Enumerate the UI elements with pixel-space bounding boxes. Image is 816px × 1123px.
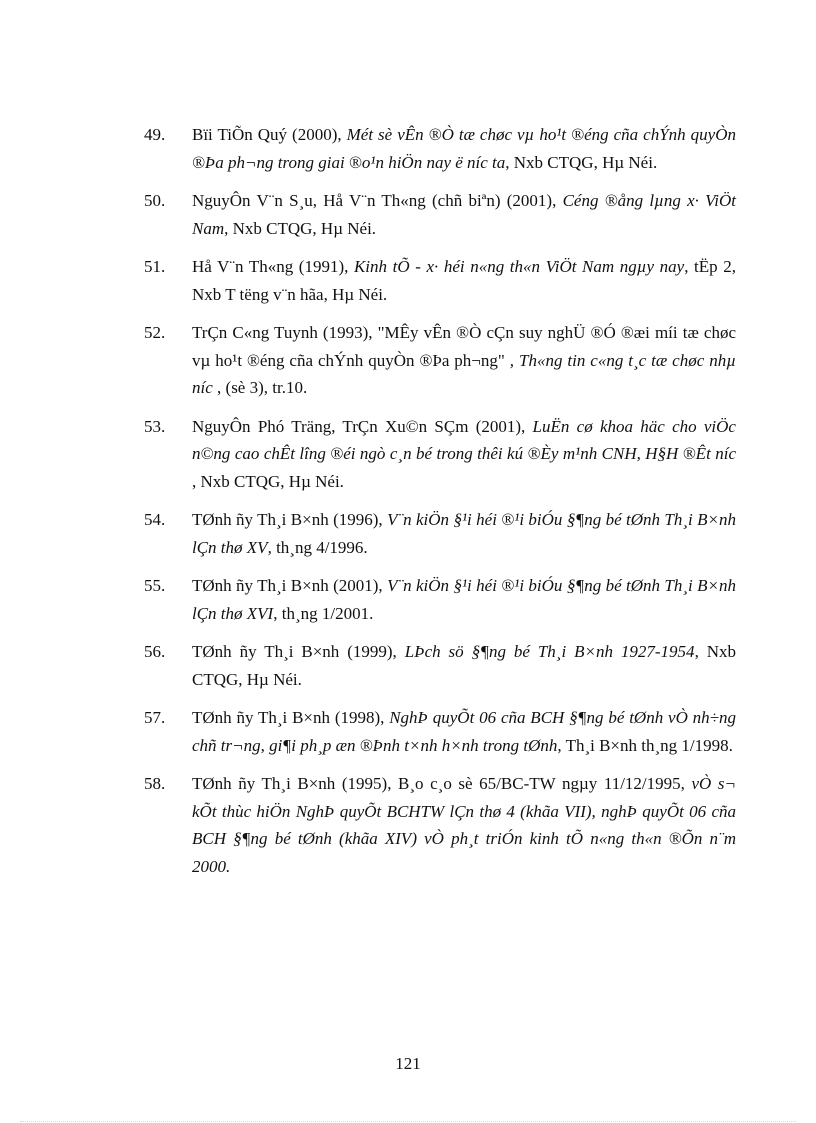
reference-detail: TØnh ñy Th¸i B×nh (1996), (192, 510, 388, 529)
reference-detail: NguyÔn V¨n S¸u, Hå V¨n Th«ng (chñ biªn) (2001), (192, 191, 563, 210)
reference-item (144, 638, 736, 693)
reference-item (144, 770, 736, 880)
reference-title: , Th«ng tin c«ng t¸c tæ chøc nhµ níc (192, 350, 736, 397)
reference-text (192, 253, 736, 308)
reference-detail: , Nxb CTQG, Hµ Néi. (224, 218, 377, 238)
reference-item (144, 121, 736, 176)
reference-list (144, 121, 736, 891)
reference-number: 57. (144, 708, 166, 727)
reference-item (144, 572, 736, 627)
reference-text (192, 187, 736, 242)
reference-detail: TØnh ñy Th¸i B×nh (1995), B¸o c¸o sè 65/BC-TW ngµy 11/12/1995, (192, 774, 692, 793)
reference-number: 54. (144, 510, 166, 529)
reference-detail: TØnh ñy Th¸i B×nh (1998), (192, 708, 390, 727)
reference-number: 53. (144, 416, 166, 436)
reference-detail: , th¸ng 1/2001. (273, 603, 374, 623)
reference-text (192, 572, 736, 627)
reference-text (192, 506, 736, 561)
reference-detail: , (sè 3), tr.10. (212, 378, 308, 397)
reference-title: vÒ s¬ kÕt thùc hiÖn NghÞ quyÕt BCHTW lÇn thø 4 (khãa VII), nghÞ quyÕt 06 cña BCH §¶ng bé tØnh (khãa XIV) vÒ ph¸t triÓn kinh tÕ n«ng th«n ®Õn n¨m 2000. (192, 774, 736, 876)
reference-detail: Hå V¨n Th«ng (1991), (192, 257, 354, 276)
reference-number: 56. (144, 642, 166, 661)
reference-text (192, 121, 736, 176)
reference-item (144, 506, 736, 561)
page-number: 121 (395, 1054, 421, 1073)
reference-title: V¨n kiÖn §¹i héi ®¹i biÓu §¶ng bé tØnh Th¸i B×nh lÇn thø XVI (192, 576, 737, 623)
reference-item (144, 319, 736, 402)
reference-detail: , Nxb CTQG, Hµ Néi. (505, 152, 658, 172)
reference-detail: Bïi TiÕn Quý (2000), (192, 125, 347, 144)
reference-detail: TØnh ñy Th¸i B×nh (1999), (192, 642, 405, 661)
reference-item (144, 704, 736, 759)
reference-text (192, 770, 736, 880)
reference-number: 58. (144, 774, 166, 793)
reference-text (192, 704, 736, 759)
reference-item (144, 413, 736, 496)
reference-number: 50. (144, 191, 166, 210)
reference-detail: NguyÔn Phó Träng, TrÇn Xu©n SÇm (2001), (192, 416, 533, 436)
reference-detail: , Th¸i B×nh th¸ng 1/1998. (557, 735, 733, 755)
page-bottom-divider (20, 1121, 796, 1122)
reference-text (192, 638, 736, 693)
reference-title: Mét sè vÊn ®Ò tæ chøc vµ ho¹t ®éng cña chÝnh quyÒn ®Þa ph¬ng trong giai ®o¹n hiÖn nay ë níc ta (192, 125, 736, 172)
reference-number: 49. (144, 125, 166, 144)
reference-detail: , tËp 2, Nxb T tëng v¨n hãa, Hµ Néi. (192, 257, 737, 304)
reference-item (144, 187, 736, 242)
reference-title: LÞch sö §¶ng bé Th¸i B×nh 1927-1954 (404, 642, 695, 661)
reference-text (192, 319, 736, 402)
reference-detail: , Nxb CTQG, Hµ Néi. (192, 471, 344, 491)
reference-text (192, 413, 736, 496)
reference-title: LuËn cø khoa häc cho viÖc n©ng cao chÊt lîng ®éi ngò c¸n bé trong thêi kú ®Èy m¹nh CNH, H§H ®Êt níc (192, 416, 736, 463)
reference-title: V¨n kiÖn §¹i héi ®¹i biÓu §¶ng bé tØnh Th¸i B×nh lÇn thø XV (192, 510, 737, 557)
reference-number: 51. (144, 257, 166, 276)
reference-number: 52. (144, 323, 166, 342)
reference-detail: , Nxb CTQG, Hµ Néi. (192, 642, 737, 689)
reference-detail: TØnh ñy Th¸i B×nh (2001), (192, 576, 388, 595)
reference-title: Kinh tÕ - x· héi n«ng th«n ViÖt Nam ngµy nay (353, 257, 685, 276)
reference-title: NghÞ quyÕt 06 cña BCH §¶ng bé tØnh vÒ nh÷ng chñ tr¬ng, gi¶i ph¸p æn ®Þnh t×nh h×nh trong tØnh (192, 708, 736, 755)
reference-title: Céng ®ång lµng x· ViÖt Nam (192, 191, 736, 238)
reference-item (144, 253, 736, 308)
reference-detail: , th¸ng 4/1996. (267, 537, 368, 557)
reference-detail: TrÇn C«ng Tuynh (1993), "MÊy vÊn ®Ò cÇn suy nghÜ ®Ó ®æi míi tæ chøc vµ ho¹t ®éng cña chÝnh quyÒn ®Þa ph¬ng" (192, 323, 736, 370)
reference-number: 55. (144, 576, 166, 595)
